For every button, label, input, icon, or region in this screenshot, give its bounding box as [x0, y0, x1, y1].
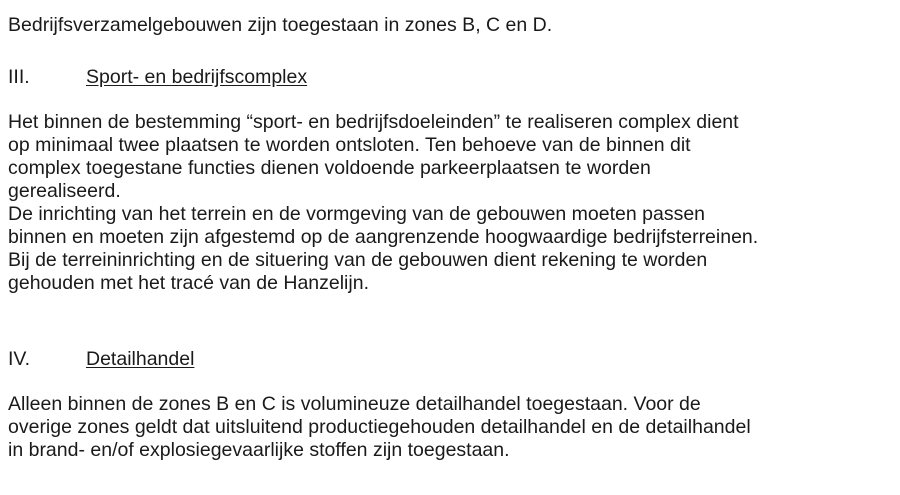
section-3-number: III. — [8, 66, 30, 88]
section-4-number: IV. — [8, 348, 31, 370]
section-3-line: De inrichting van het terrein en de vormgeving van de gebouwen moeten passen — [8, 203, 706, 225]
section-3-line: Bij de terreininrichting en de situering van de gebouwen dient rekening te worden — [8, 249, 708, 271]
section-4-title: Detailhandel — [86, 348, 195, 370]
section-3-line: binnen en moeten zijn afgestemd op de aangrenzende hoogwaardige bedrijfsterreinen. — [8, 226, 759, 248]
intro-text: Bedrijfsverzamelgebouwen zijn toegestaan in zones B, C en D. — [8, 14, 553, 36]
section-4-line: in brand- en/of explosiegevaarlijke stoffen zijn toegestaan. — [8, 439, 510, 461]
section-3-title: Sport- en bedrijfscomplex — [86, 66, 308, 88]
section-3-line: gerealiseerd. — [8, 180, 121, 202]
section-4-line: overige zones geldt dat uitsluitend productiegehouden detailhandel en de detailhandel — [8, 416, 751, 438]
section-3-line: complex toegestane functies dienen voldoende parkeerplaatsen te worden — [8, 157, 651, 179]
section-4-line: Alleen binnen de zones B en C is volumineuze detailhandel toegestaan. Voor de — [8, 393, 701, 415]
section-3-line: op minimaal twee plaatsen te worden ontsloten. Ten behoeve van de binnen dit — [8, 134, 691, 156]
section-3-line: Het binnen de bestemming “sport- en bedrijfsdoeleinden” te realiseren complex dient — [8, 111, 739, 133]
section-3-line: gehouden met het tracé van de Hanzelijn. — [8, 272, 369, 294]
